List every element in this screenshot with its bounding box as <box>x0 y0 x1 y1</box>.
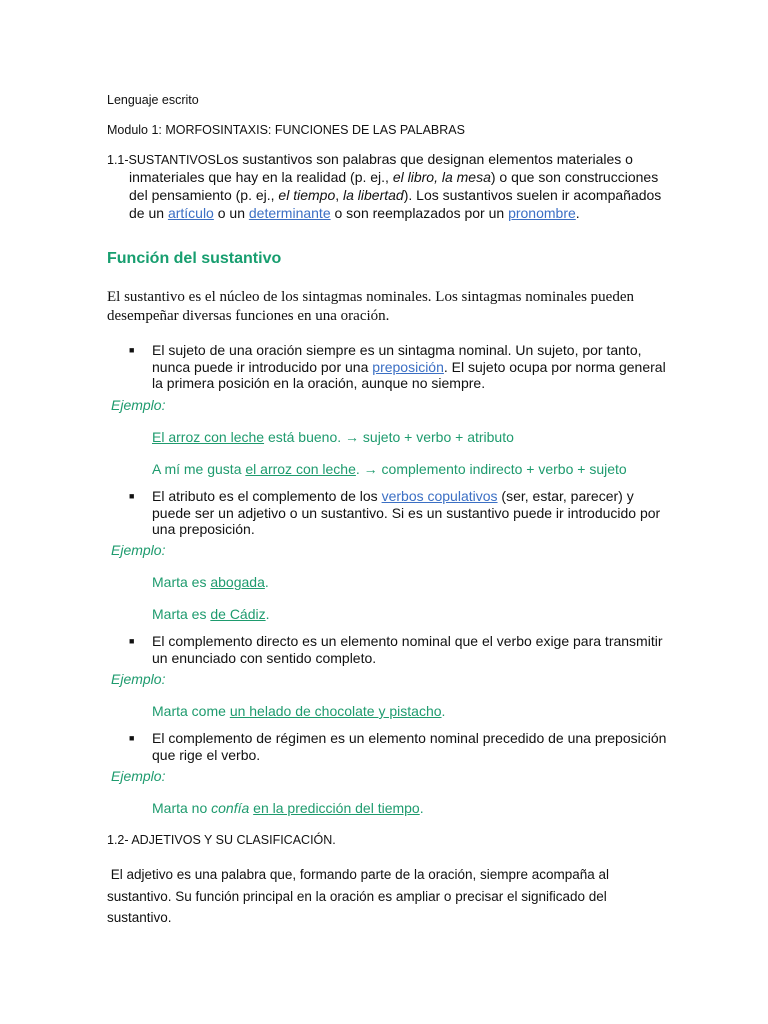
bullet-sujeto <box>152 342 672 392</box>
text-run: inmateriales que hay en la realidad (p. ej., <box>129 169 393 185</box>
example-label: Ejemplo: <box>111 768 166 784</box>
serif-line-1: El sustantivo es el núcleo de los sintagmas nominales. Los sintagmas nominales pueden <box>107 289 634 305</box>
verbos-copulativos-link[interactable]: verbos copulativos <box>381 488 498 504</box>
text-run: de un <box>129 205 168 221</box>
bullet-line: un enunciado con sentido completo. <box>152 649 377 666</box>
text-run: nunca puede ir introducido por una <box>152 358 373 375</box>
bullet-line: El complemento de régimen es un elemento nominal precedido de una preposición <box>152 730 667 746</box>
example-label: Ejemplo: <box>111 542 166 558</box>
serif-paragraph <box>107 288 707 326</box>
text-run: . <box>575 205 580 221</box>
bullet-icon: ■ <box>129 636 135 646</box>
bullet-line <box>152 488 672 505</box>
text-run: . → complemento indirecto + verbo + sujeto <box>355 461 627 477</box>
underlined-run: de Cádiz <box>210 606 266 622</box>
text-run: Marta es <box>152 606 211 622</box>
bullet-icon: ■ <box>129 491 135 501</box>
text-run: está bueno. → sujeto + verbo + atributo <box>264 429 514 445</box>
underlined-run: abogada <box>210 574 265 590</box>
text-run: . <box>265 606 270 622</box>
underlined-run: en <box>253 800 269 816</box>
text-run: Marta es <box>152 574 211 590</box>
example-line <box>152 429 514 445</box>
bullet-line: la primera posición en la oración, aunque no siempre. <box>152 375 486 391</box>
module-title: Modulo 1: MORFOSINTAXIS: FUNCIONES DE LAS PALABRAS <box>107 123 465 137</box>
text-run: A mí me gusta <box>152 461 246 477</box>
text-run: ). Los sustantivos suelen ir acompañados <box>403 187 662 203</box>
pronombre-link[interactable]: pronombre <box>508 205 576 221</box>
bullet-atributo <box>152 488 672 538</box>
text-run: ) o que son construcciones <box>490 169 659 185</box>
text-run: o un <box>213 205 249 221</box>
example-line <box>152 574 269 590</box>
section-line-3 <box>107 187 687 205</box>
section-line-2 <box>107 169 687 187</box>
determinante-link[interactable]: determinante <box>248 205 331 221</box>
bullet-icon: ■ <box>129 733 135 743</box>
text-run: . <box>264 574 269 590</box>
paragraph-line: sustantivo. <box>107 910 172 925</box>
section-line-4 <box>107 205 687 223</box>
example-line <box>152 461 627 477</box>
bullet-line: puede ser un adjetivo o un sustantivo. Si es un sustantivo puede ir introducido por <box>152 504 661 521</box>
bullet-line: El complemento directo es un elemento nominal que el verbo exige para transmitir <box>152 633 663 649</box>
bullet-line: una preposición. <box>152 521 255 537</box>
bullet-complemento-regimen <box>152 730 672 763</box>
underlined-run: El arroz con leche <box>152 429 265 445</box>
paragraph-line: El adjetivo es una palabra que, formando parte de la oración, siempre acompaña al <box>107 867 610 882</box>
bullet-line: que rige el verbo. <box>152 746 261 763</box>
text-run: . <box>419 800 424 816</box>
bullet-line <box>152 359 672 376</box>
text-run: . <box>441 703 446 719</box>
articulo-link[interactable]: artículo <box>167 205 214 221</box>
example-line <box>152 703 445 719</box>
paragraph-line: sustantivo. Su función principal en la oración es ampliar o precisar el significado del <box>107 888 607 904</box>
italic-run: confía <box>211 800 250 816</box>
text-run: El atributo es el complemento de los <box>152 488 382 504</box>
serif-line-2: desempeñar diversas funciones en una oración. <box>107 308 390 324</box>
underlined-run: el arroz con leche <box>245 461 356 477</box>
section-adjetivos-title: 1.2- ADJETIVOS Y SU CLASIFICACIÓN. <box>107 833 336 847</box>
text-run: Marta come <box>152 703 230 719</box>
heading-funcion-sustantivo: Función del sustantivo <box>107 250 282 267</box>
italic-run: la libertad <box>343 187 404 203</box>
italic-run: el libro, la mesa <box>392 169 491 185</box>
underlined-run: un helado de chocolate y pistacho <box>229 703 442 719</box>
example-label: Ejemplo: <box>111 671 166 687</box>
bullet-line: El sujeto de una oración siempre es un sintagma nominal. Un sujeto, por tanto, <box>152 342 642 358</box>
section-number-label: 1.1-SUSTANTIVOS <box>107 153 216 167</box>
doc-title: Lenguaje escrito <box>107 93 199 107</box>
italic-run: el tiempo <box>278 187 336 203</box>
text-run: (ser, estar, parecer) y <box>497 488 634 504</box>
section-sustantivos <box>107 151 687 223</box>
example-line <box>152 800 424 816</box>
example-label: Ejemplo: <box>111 397 166 413</box>
section-intro-text: Los sustantivos son palabras que designan elementos materiales o <box>215 151 633 167</box>
preposicion-link[interactable]: preposición <box>372 358 444 375</box>
text-run: Marta no <box>152 800 212 816</box>
text-run: , <box>335 187 344 203</box>
example-line <box>152 606 270 622</box>
text-run: o son reemplazados por un <box>330 205 509 221</box>
text-run: . El sujeto ocupa por norma general <box>443 358 666 375</box>
text-run: del pensamiento (p. ej., <box>129 187 279 203</box>
adjetivo-paragraph <box>107 864 707 929</box>
bullet-icon: ■ <box>129 345 135 355</box>
bullet-complemento-directo <box>152 633 672 666</box>
underlined-run: la predicción del tiempo <box>268 800 420 816</box>
